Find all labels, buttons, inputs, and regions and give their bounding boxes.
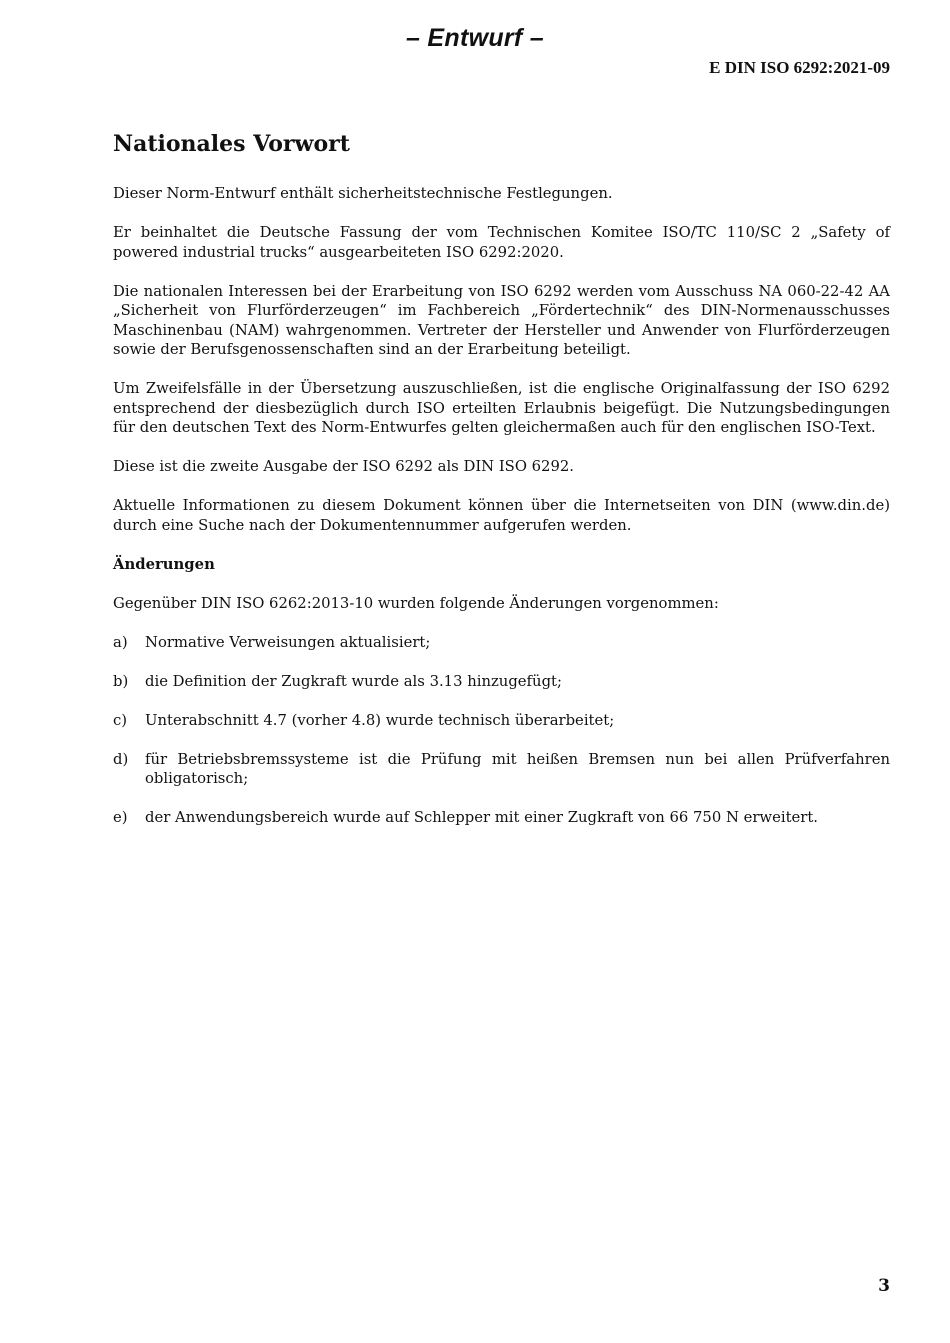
- list-item-text: Unterabschnitt 4.7 (vorher 4.8) wurde technisch überarbeitet;: [145, 711, 615, 729]
- paragraph-committee: Die nationalen Interessen bei der Erarbeitung von ISO 6292 werden vom Ausschuss NA 060-22-42 AA „Sicherheit von Flurförderzeugen“ im Fachbereich „Fördertechnik“ des DIN-Normenausschusses Maschinenbau (NAM) wahrgenommen. Vertreter der Hersteller und Anwender von Flurförderzeugen sowie der Berufsgenossenschaften sind an der Erarbeitung beteiligt.: [113, 282, 890, 358]
- paragraph-origin: Er beinhaltet die Deutsche Fassung der vom Technischen Komitee ISO/TC 110/SC 2 „Safety of powered industrial trucks“ ausgearbeiteten ISO 6292:2020.: [113, 224, 890, 261]
- list-item: [113, 633, 890, 653]
- list-item-letter: e): [113, 809, 128, 826]
- changes-list: [113, 633, 890, 828]
- list-item-text: für Betriebsbremssysteme ist die Prüfung mit heißen Bremsen nun bei allen Prüfverfahren obligatorisch;: [145, 750, 890, 787]
- paragraph-translation: Um Zweifelsfälle in der Übersetzung auszuschließen, ist die englische Originalfassung der ISO 6292 entsprechend der diesbezüglich durch ISO erteilten Erlaubnis beigefügt. Die Nutzungsbedingungen für den deutschen Text des Norm-Entwurfes gelten gleichermaßen auch für den englischen ISO-Text.: [113, 380, 890, 436]
- page-content: [113, 128, 890, 847]
- list-item-letter: b): [113, 672, 129, 690]
- list-item-text: der Anwendungsbereich wurde auf Schlepper mit einer Zugkraft von 66 750 N erweitert.: [145, 809, 819, 826]
- paragraph-edition: Diese ist die zweite Ausgabe der ISO 6292 als DIN ISO 6292.: [113, 458, 575, 475]
- section-title: Nationales Vorwort: [113, 131, 350, 157]
- draft-watermark-title: – Entwurf –: [405, 24, 545, 52]
- list-item-letter: a): [113, 633, 128, 651]
- list-item: [113, 750, 890, 789]
- list-item-text: Normative Verweisungen aktualisiert;: [145, 633, 431, 651]
- paragraph-scope: Dieser Norm-Entwurf enthält sicherheitstechnische Festlegungen.: [113, 185, 613, 202]
- paragraph-information: Aktuelle Informationen zu diesem Dokument können über die Internetseiten von DIN (www.din.de) durch eine Suche nach der Dokumentennummer aufgerufen werden.: [113, 497, 890, 534]
- list-item: [113, 672, 890, 692]
- page-number: 3: [878, 1276, 890, 1296]
- document-identifier: E DIN ISO 6292:2021-09: [709, 58, 890, 77]
- list-item-letter: c): [113, 711, 128, 729]
- list-item: [113, 711, 890, 731]
- list-item-letter: d): [113, 750, 129, 768]
- list-item: [113, 808, 890, 828]
- list-item-text: die Definition der Zugkraft wurde als 3.13 hinzugefügt;: [145, 672, 562, 690]
- changes-intro: Gegenüber DIN ISO 6262:2013-10 wurden folgende Änderungen vorgenommen:: [113, 594, 719, 612]
- changes-heading: Änderungen: [113, 555, 215, 573]
